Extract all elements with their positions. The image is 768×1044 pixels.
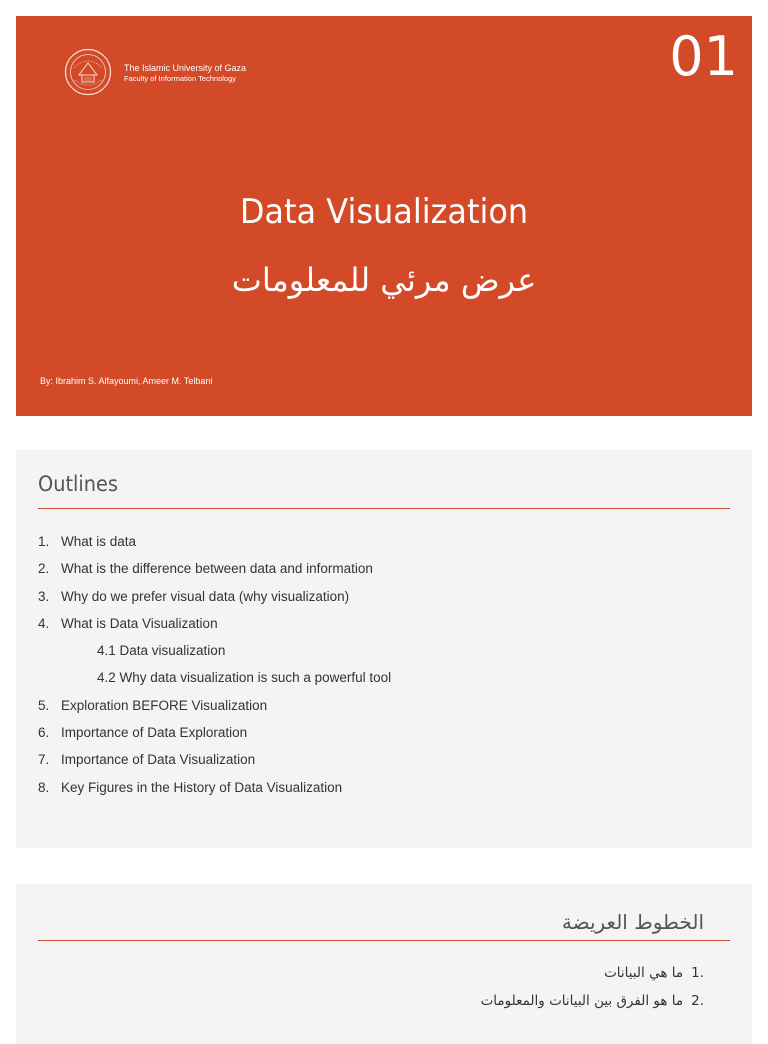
list-item-number: 5.	[38, 697, 50, 713]
presentation-title: Data Visualization	[239, 192, 529, 232]
outline-slide	[16, 450, 752, 848]
list-item-text: 4.2 Why data visualization is such a powerful tool	[97, 670, 392, 686]
list-item-number: .2	[691, 992, 704, 1009]
list-item	[38, 610, 391, 637]
list-item	[38, 528, 391, 555]
list-item-text: What is data	[61, 534, 137, 549]
outline-title-arabic: الخطوط العريضة	[561, 910, 704, 934]
list-item-text: ما هو الفرق بين البيانات والمعلومات	[480, 992, 684, 1009]
list-item-text: What is the difference between data and information	[61, 561, 373, 577]
title-slide	[16, 16, 752, 416]
faculty-name: Faculty of Information Technology	[124, 73, 237, 83]
list-item-text: Why do we prefer visual data (why visualization)	[61, 588, 350, 604]
outline-list-arabic	[481, 960, 704, 1015]
outline-slide-arabic	[16, 884, 752, 1044]
list-item-number: 8.	[38, 779, 50, 795]
list-item-number: 6.	[38, 725, 50, 741]
list-item	[38, 692, 391, 719]
sub-list-item	[38, 637, 391, 664]
list-item-text: Exploration BEFORE Visualization	[61, 697, 268, 713]
sub-list-item	[38, 664, 391, 691]
list-item	[38, 719, 391, 746]
list-item-text: Importance of Data Exploration	[61, 725, 248, 741]
list-item-number: 2.	[38, 561, 50, 577]
list-item	[38, 555, 391, 582]
title-divider	[38, 508, 730, 509]
authors-line: By: Ibrahim S. Alfayoumi, Ameer M. Telbani	[40, 376, 213, 386]
outline-list	[38, 528, 391, 801]
list-item-text: ما هي البيانات	[604, 965, 684, 981]
outline-title: Outlines	[38, 472, 118, 496]
list-item	[481, 960, 704, 988]
list-item-text: 4.1 Data visualization	[97, 643, 226, 659]
list-item-text: Importance of Data Visualization	[61, 752, 256, 768]
list-item-number: 4.	[38, 615, 50, 631]
list-item	[38, 746, 391, 773]
university-seal-icon	[64, 48, 112, 96]
presentation-title-arabic: عرض مرئي للمعلومات	[231, 261, 537, 299]
list-item-number: .1	[691, 965, 704, 981]
university-block	[124, 63, 246, 83]
list-item	[481, 988, 704, 1016]
university-name: The Islamic University of Gaza	[124, 63, 247, 73]
list-item-number: 3.	[38, 588, 50, 604]
list-item-number: 1.	[38, 534, 50, 549]
slide-number: 01	[669, 25, 738, 88]
title-divider	[38, 940, 730, 941]
list-item	[38, 774, 391, 801]
list-item-text: What is Data Visualization	[61, 615, 218, 631]
list-item	[38, 583, 391, 610]
list-item-text: Key Figures in the History of Data Visualization	[61, 779, 343, 795]
list-item-number: 7.	[38, 752, 50, 768]
